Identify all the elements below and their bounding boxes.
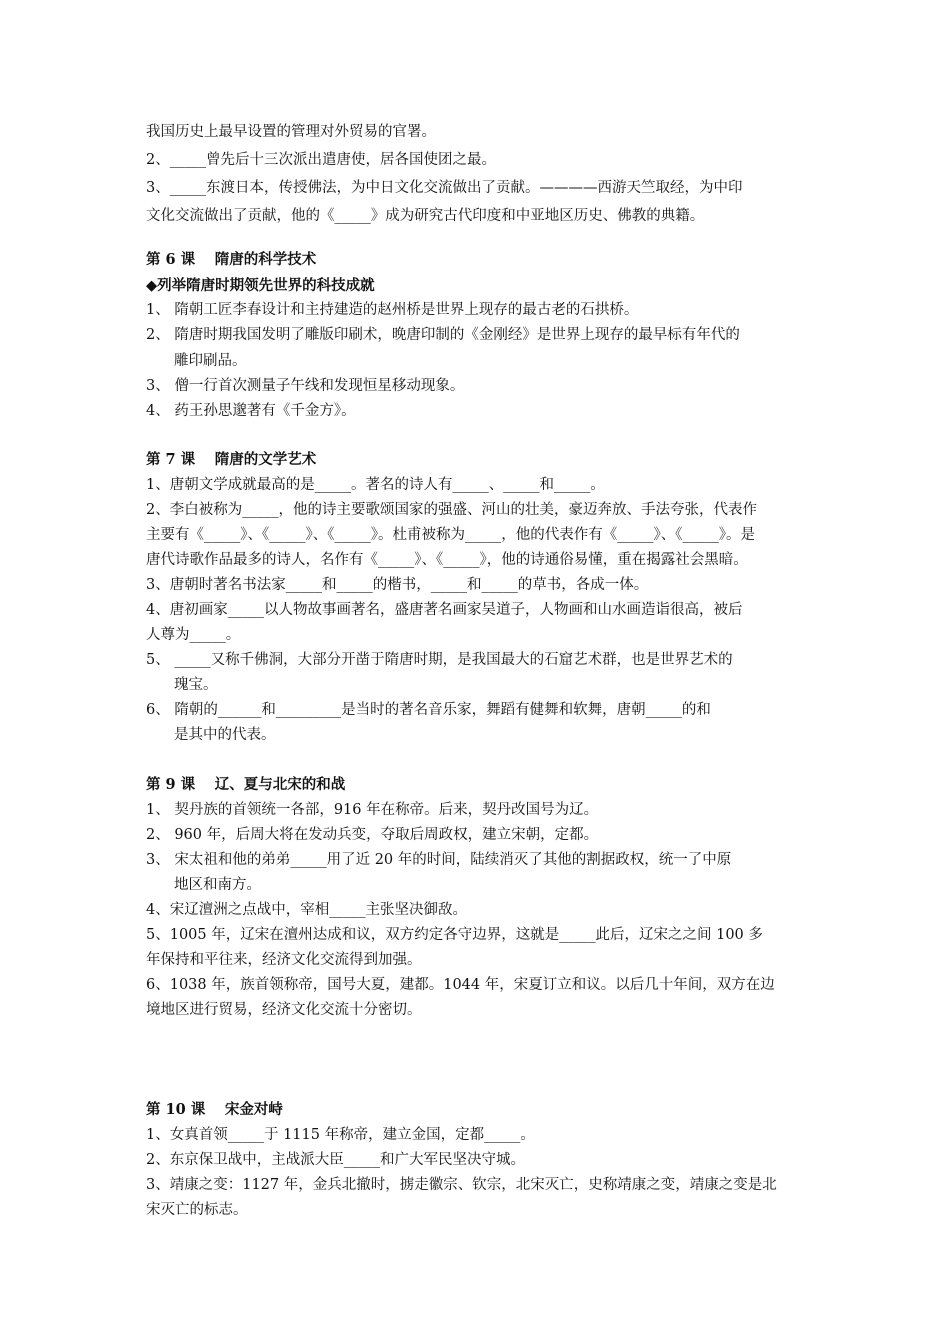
lesson7-line-7: 人尊为_____。	[146, 627, 241, 643]
intro-line-2: 2、_____曾先后十三次派出遣唐使，居各国使团之最。	[146, 152, 496, 168]
lesson10-line-1: 1、女真首领_____于 1115 年称帝，建立金国，定都_____。	[146, 1127, 535, 1143]
lesson7-line-10: 6、 隋朝的______和_________是当时的著名音乐家，舞蹈有健舞和软舞，唐朝_____的和	[146, 702, 711, 718]
lesson9-line-3: 3、 宋太祖和他的弟弟_____用了近 20 年的时间，陆续消灭了其他的割据政权，统一了中原	[146, 852, 732, 868]
lesson9-line-4: 地区和南方。	[174, 877, 261, 893]
lesson10-title: 第 10 课 宋金对峙	[146, 1101, 283, 1118]
lesson7-line-5: 3、唐朝时著名书法家_____和_____的楷书，_____和_____的草书，各成一体。	[146, 577, 649, 593]
lesson6-line-1: 1、 隋朝工匠李春设计和主持建造的赵州桥是世界上现存的最古老的石拱桥。	[146, 302, 639, 318]
lesson7-line-3: 主要有《_____》、《_____》、《_____》。杜甫被称为_____，他的代表作有《_____》、《_____》。是	[146, 527, 755, 543]
lesson9-line-2: 2、 960 年，后周大将在发动兵变，夺取后周政权，建立宋朝，定都。	[146, 827, 599, 843]
lesson7-line-9: 瑰宝。	[174, 677, 218, 693]
lesson9-line-6: 5、1005 年，辽宋在澶州达成和议，双方约定各守边界，这就是_____此后，辽宋之之间 100 多	[146, 927, 763, 943]
lesson7-title: 第 7 课 隋唐的文学艺术	[146, 451, 317, 468]
lesson7-line-8: 5、 _____又称千佛洞，大部分开凿于隋唐时期，是我国最大的石窟艺术群，也是世界艺术的	[146, 652, 733, 668]
lesson7-line-2: 2、李白被称为_____，他的诗主要歌颂国家的强盛、河山的壮美，豪迈奔放、手法夸张，代表作	[146, 502, 757, 518]
lesson9-line-9: 境地区进行贸易，经济文化交流十分密切。	[146, 1002, 422, 1018]
lesson6-line-2: 2、 隋唐时期我国发明了雕版印刷术，晚唐印制的《金刚经》是世界上现存的最早标有年代的	[146, 327, 740, 343]
lesson6-line-5: 4、 药王孙思邈著有《千金方》。	[146, 403, 356, 419]
lesson7-line-11: 是其中的代表。	[174, 727, 276, 743]
lesson6-title: 第 6 课 隋唐的科学技术	[146, 251, 317, 268]
lesson7-line-1: 1、唐朝文学成就最高的是_____。著名的诗人有_____、_____和_____。	[146, 477, 605, 493]
lesson10-line-4: 宋灭亡的标志。	[146, 1202, 248, 1218]
lesson7-line-6: 4、唐初画家_____以人物故事画著名，盛唐著名画家吴道子，人物画和山水画造诣很高，被后	[146, 602, 743, 618]
lesson10-line-3: 3、靖康之变：1127 年，金兵北撤时，掳走徽宗、钦宗，北宋灭亡，史称靖康之变，靖康之变是北	[146, 1177, 777, 1193]
lesson9-line-8: 6、1038 年，族首领称帝，国号大夏，建都。1044 年，宋夏订立和议。以后几十年间，双方在边	[146, 977, 775, 993]
intro-line-4: 文化交流做出了贡献，他的《_____》成为研究古代印度和中亚地区历史、佛教的典籍。	[146, 208, 705, 224]
lesson7-line-4: 唐代诗歌作品最多的诗人，名作有《_____》、《_____》，他的诗通俗易懂，重在揭露社会黑暗。	[146, 552, 748, 568]
lesson10-line-2: 2、东京保卫战中，主战派大臣_____和广大军民坚决守城。	[146, 1152, 525, 1168]
lesson6-subtitle: ◆列举隋唐时期领先世界的科技成就	[146, 277, 375, 294]
lesson9-line-7: 年保持和平往来，经济文化交流得到加强。	[146, 952, 422, 968]
lesson9-line-5: 4、宋辽澶洲之点战中，宰相_____主张坚决御敌。	[146, 902, 467, 918]
intro-line-1: 我国历史上最早设置的管理对外贸易的官署。	[146, 124, 436, 140]
intro-line-3: 3、_____东渡日本，传授佛法，为中日文化交流做出了贡献。————西游天竺取经，为中印	[146, 180, 743, 196]
lesson9-title: 第 9 课 辽、夏与北宋的和战	[146, 776, 346, 793]
lesson6-line-4: 3、 僧一行首次测量子午线和发现恒星移动现象。	[146, 378, 465, 394]
lesson6-line-3: 雕印刷品。	[174, 353, 247, 369]
lesson9-line-1: 1、 契丹族的首领统一各部，916 年在称帝。后来，契丹改国号为辽。	[146, 802, 599, 818]
